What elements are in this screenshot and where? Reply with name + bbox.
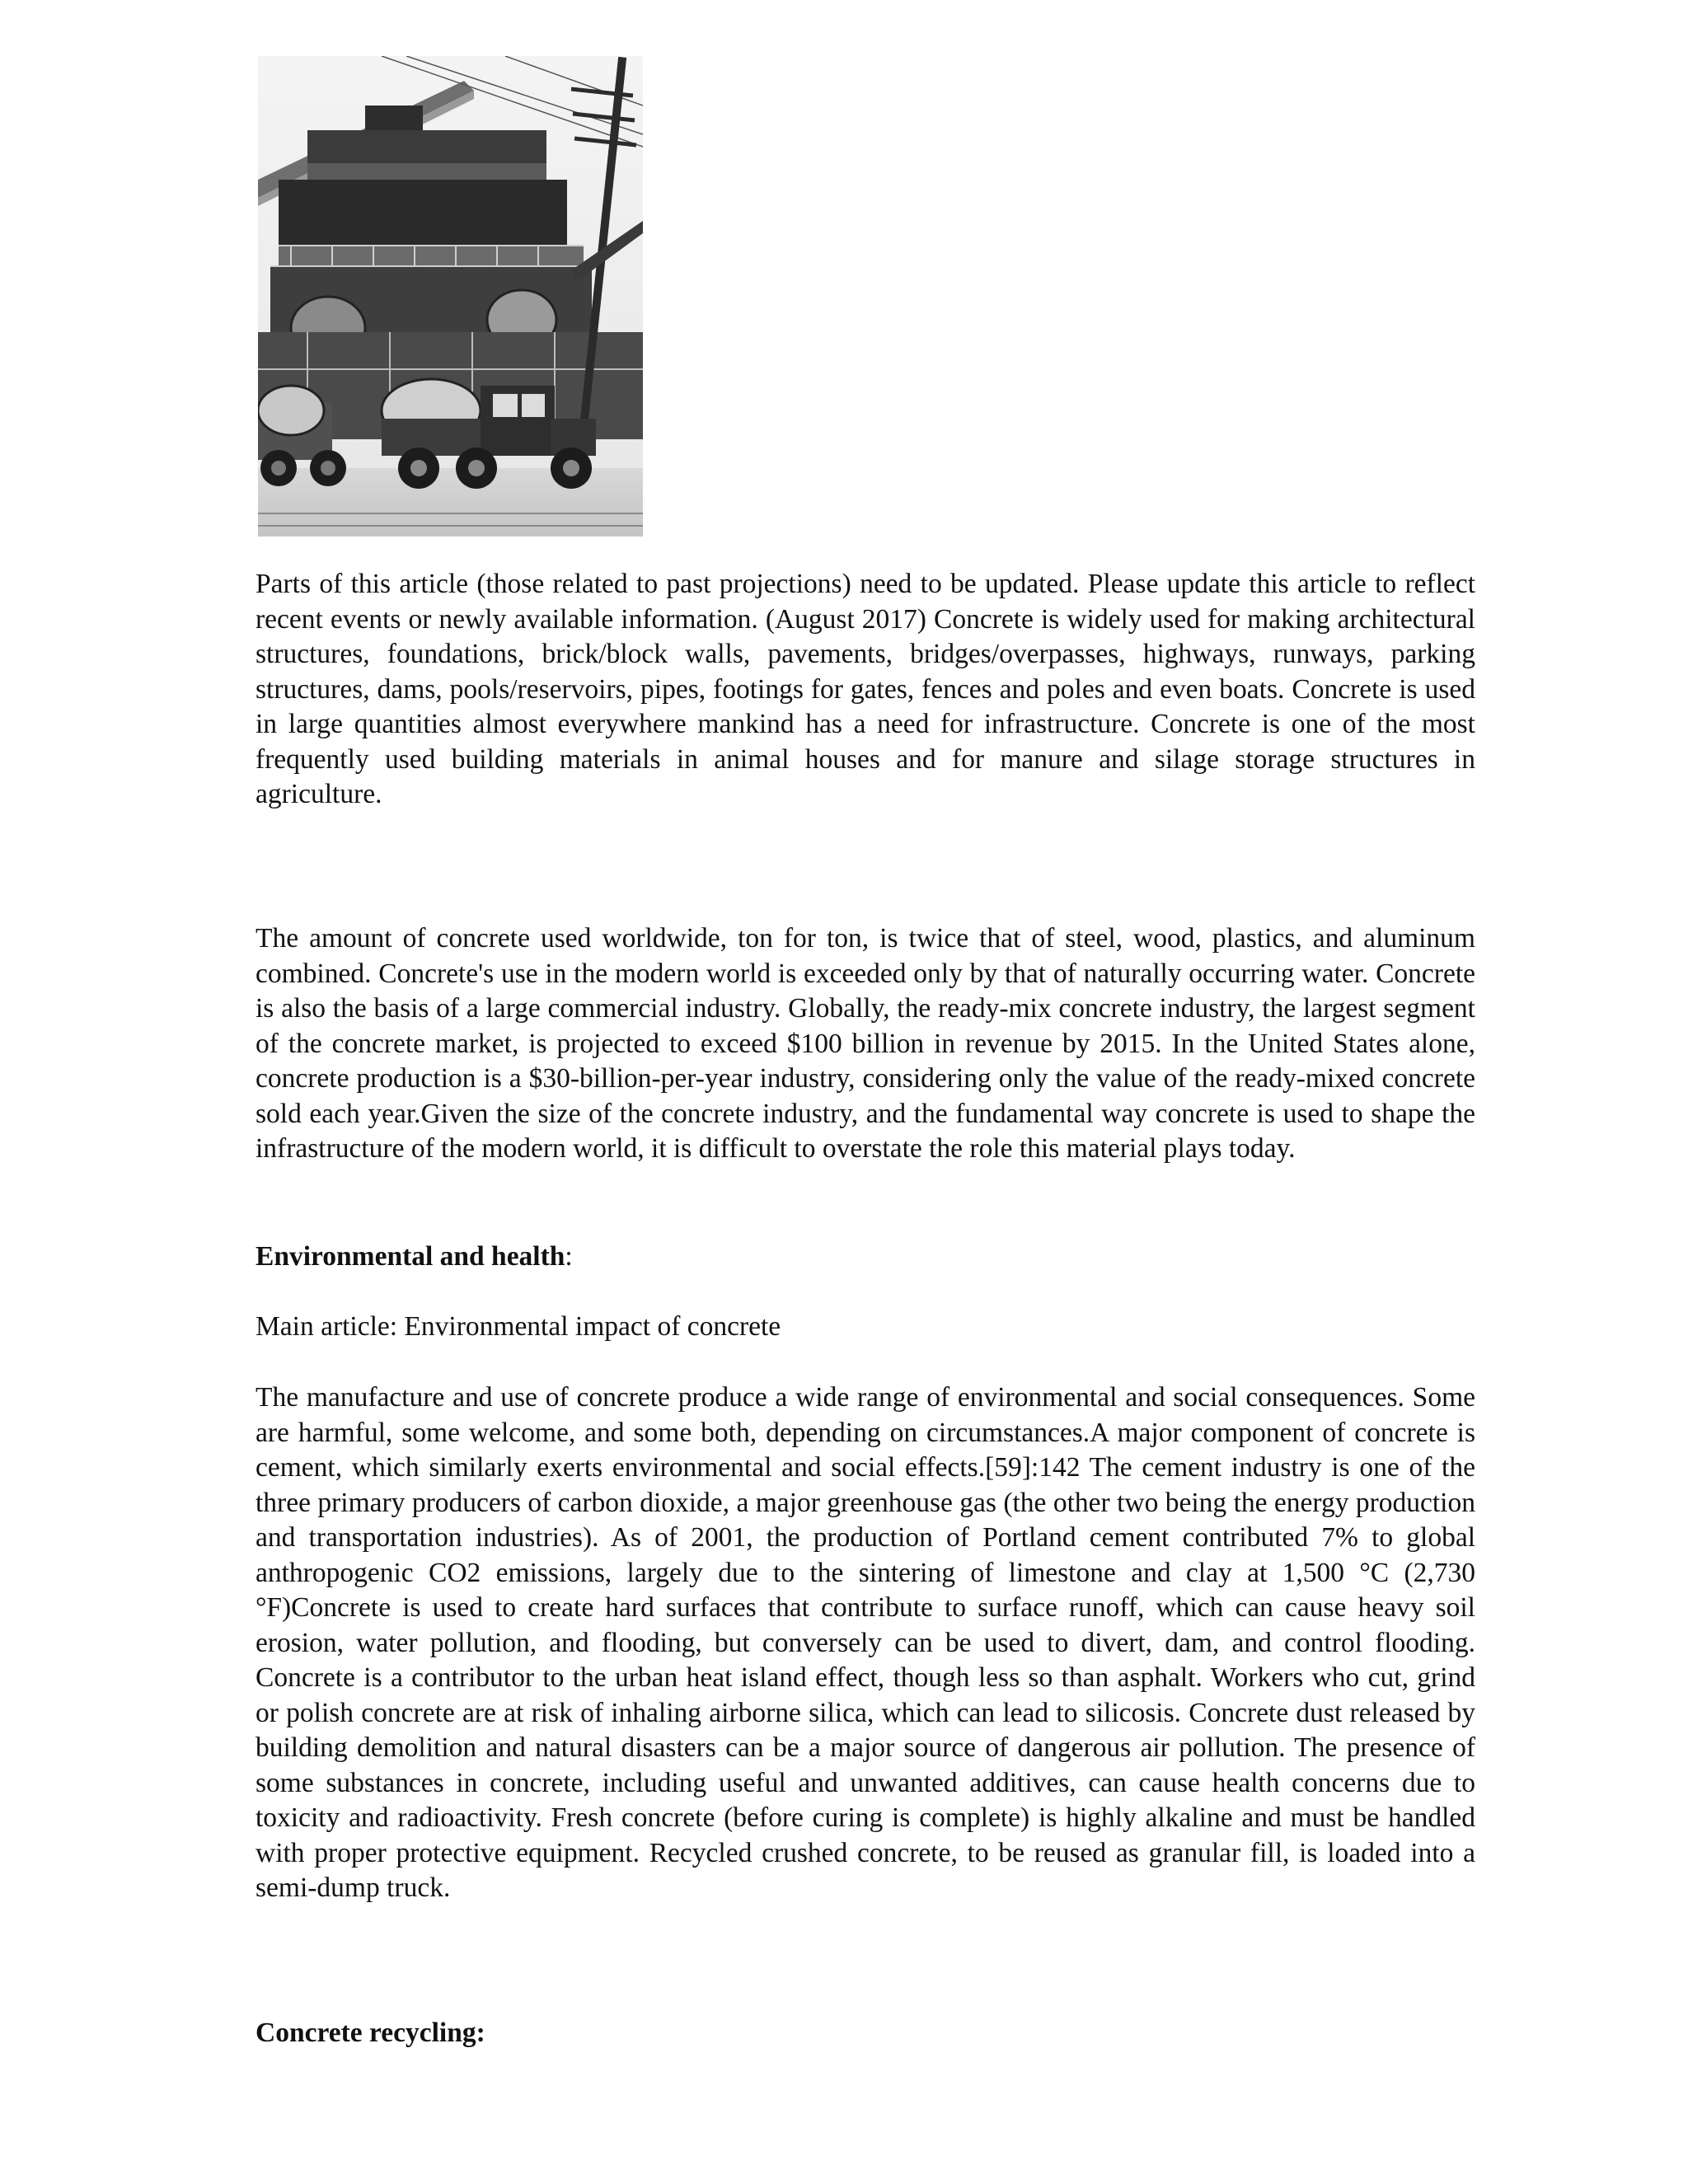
heading-concrete-recycling [256,2016,485,2051]
concrete-plant-photo [258,56,643,537]
main-article-link[interactable]: Main article: Environmental impact of concrete [256,1311,781,1342]
heading-concrete-recycling-label: Concrete recycling: [256,2018,485,2048]
paragraph-article-update: Parts of this article (those related to past projections) need to be updated. Please update this article to reflect recent events or newly available information. (August 2017) Concrete is widely used for making architectural structures, foundations, brick/block walls, pavements, bridges/overpasses, highways, runways, parking structures, dams, pools/reservoirs, pipes, footings for gates, fences and poles and even boats. Concrete is used in large quantities almost everywhere mankind has a need for infrastructure. Concrete is one of the most frequently used building materials in animal houses and for manure and silage storage structures in agriculture. [256,569,1475,809]
concrete-plant-photo-icon [258,56,643,537]
heading-environmental-health-label: Environmental and health [256,1241,565,1272]
paragraph-concrete-usage: The amount of concrete used worldwide, ton for ton, is twice that of steel, wood, plastics, and aluminum combined. Concrete's use in the modern world is exceeded only by that of naturally occurring water. Concrete is also the basis of a large commercial industry. Globally, the ready-mix concrete industry, the largest segment of the concrete market, is projected to exceed $100 billion in revenue by 2015. In the United States alone, concrete production is a $30-billion-per-year industry, considering only the value of the ready-mixed concrete sold each year.Given the size of the concrete industry, and the fundamental way concrete is used to shape the infrastructure of the modern world, it is difficult to overstate the role this material plays today. [256,923,1475,1164]
heading-environmental-health-colon: : [565,1241,573,1272]
paragraph-environmental-impact: The manufacture and use of concrete produce a wide range of environmental and social consequences. Some are harmful, some welcome, and some both, depending on circumstances.A major component of concrete is cement, which similarly exerts environmental and social effects.[59]:142 The cement industry is one of the three primary producers of carbon dioxide, a major greenhouse gas (the other two being the energy production and transportation industries). As of 2001, the production of Portland cement contributed 7% to global anthropogenic CO2 emissions, largely due to the sintering of limestone and clay at 1,500 °C (2,730 °F)Concrete is used to create hard surfaces that contribute to surface runoff, which can cause heavy soil erosion, water pollution, and flooding, but conversely can be used to divert, dam, and control flooding. Concrete is a contributor to the urban heat island effect, though less so than asphalt. Workers who cut, grind or polish concrete are at risk of inhaling airborne silica, which can lead to silicosis. Concrete dust released by building demolition and natural disasters can be a major source of dangerous air pollution. The presence of some substances in concrete, including useful and unwanted additives, can cause health concerns due to toxicity and radioactivity. Fresh concrete (before curing is complete) is highly alkaline and must be handled with proper protective equipment. Recycled crushed concrete, to be reused as granular fill, is loaded into a semi-dump truck. [256,1382,1475,1903]
heading-environmental-health [256,1240,573,1275]
